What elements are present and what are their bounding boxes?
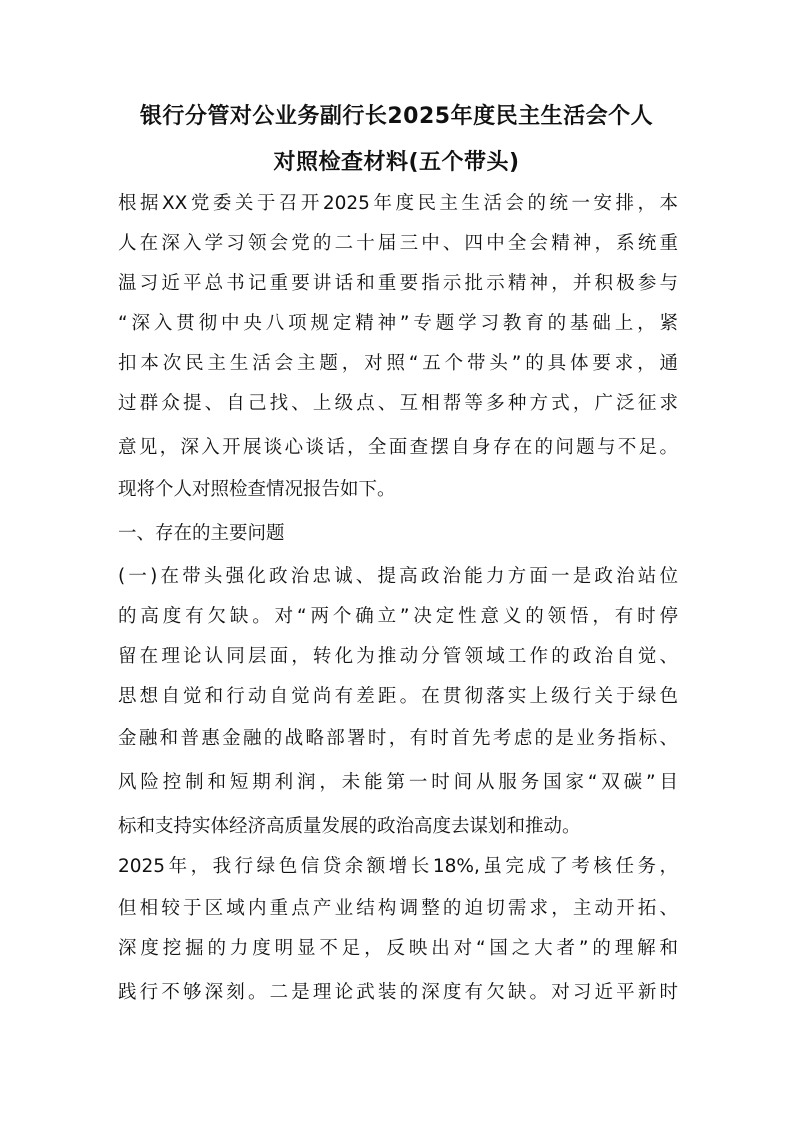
body-line: (一)在带头强化政治忠诚、提高政治能力方面一是政治站位 bbox=[118, 566, 678, 587]
body-line: 根据XX党委关于召开2025年度民主生活会的统一安排，本 bbox=[118, 193, 678, 214]
section-heading: 一、存在的主要问题 bbox=[118, 523, 285, 544]
body-line: 践行不够深刻。二是理论武装的深度有欠缺。对习近平新时 bbox=[118, 982, 678, 1003]
body-line: 深度挖掘的力度明显不足，反映出对“国之大者”的理解和 bbox=[118, 938, 678, 959]
body-line: 2025年，我行绿色信贷余额增长18%,虽完成了考核任务， bbox=[118, 856, 678, 877]
body-line: 金融和普惠金融的战略部署时，有时首先考虑的是业务指标、 bbox=[118, 728, 678, 749]
body-line: 温习近平总书记重要讲话和重要指示批示精神，并积极参与 bbox=[118, 273, 678, 294]
body-line: 思想自觉和行动自觉尚有差距。在贯彻落实上级行关于绿色 bbox=[118, 686, 678, 707]
body-line: 意见，深入开展谈心谈话，全面查摆自身存在的问题与不足。 bbox=[118, 437, 678, 458]
body-line: 现将个人对照检查情况报告如下。 bbox=[118, 479, 396, 500]
body-line: 过群众提、自己找、上级点、互相帮等多种方式，广泛征求 bbox=[118, 393, 678, 414]
body-line: 人在深入学习领会党的二十届三中、四中全会精神，系统重 bbox=[118, 233, 678, 254]
body-line: 标和支持实体经济高质量发展的政治高度去谋划和推动。 bbox=[118, 816, 581, 837]
body-line: 扣本次民主生活会主题，对照“五个带头”的具体要求，通 bbox=[118, 353, 678, 374]
document-title-line-1: 银行分管对公业务副行长2025年度民主生活会个人 bbox=[139, 104, 654, 129]
body-line: “深入贯彻中央八项规定精神”专题学习教育的基础上，紧 bbox=[118, 313, 678, 334]
document-title-line-2: 对照检查材料(五个带头) bbox=[273, 150, 520, 175]
body-line: 的高度有欠缺。对“两个确立”决定性意义的领悟，有时停 bbox=[118, 606, 678, 627]
body-line: 但相较于区域内重点产业结构调整的迫切需求，主动开拓、 bbox=[118, 898, 678, 919]
body-line: 风险控制和短期利润，未能第一时间从服务国家“双碳”目 bbox=[118, 772, 678, 793]
body-line: 留在理论认同层面，转化为推动分管领域工作的政治自觉、 bbox=[118, 646, 678, 667]
